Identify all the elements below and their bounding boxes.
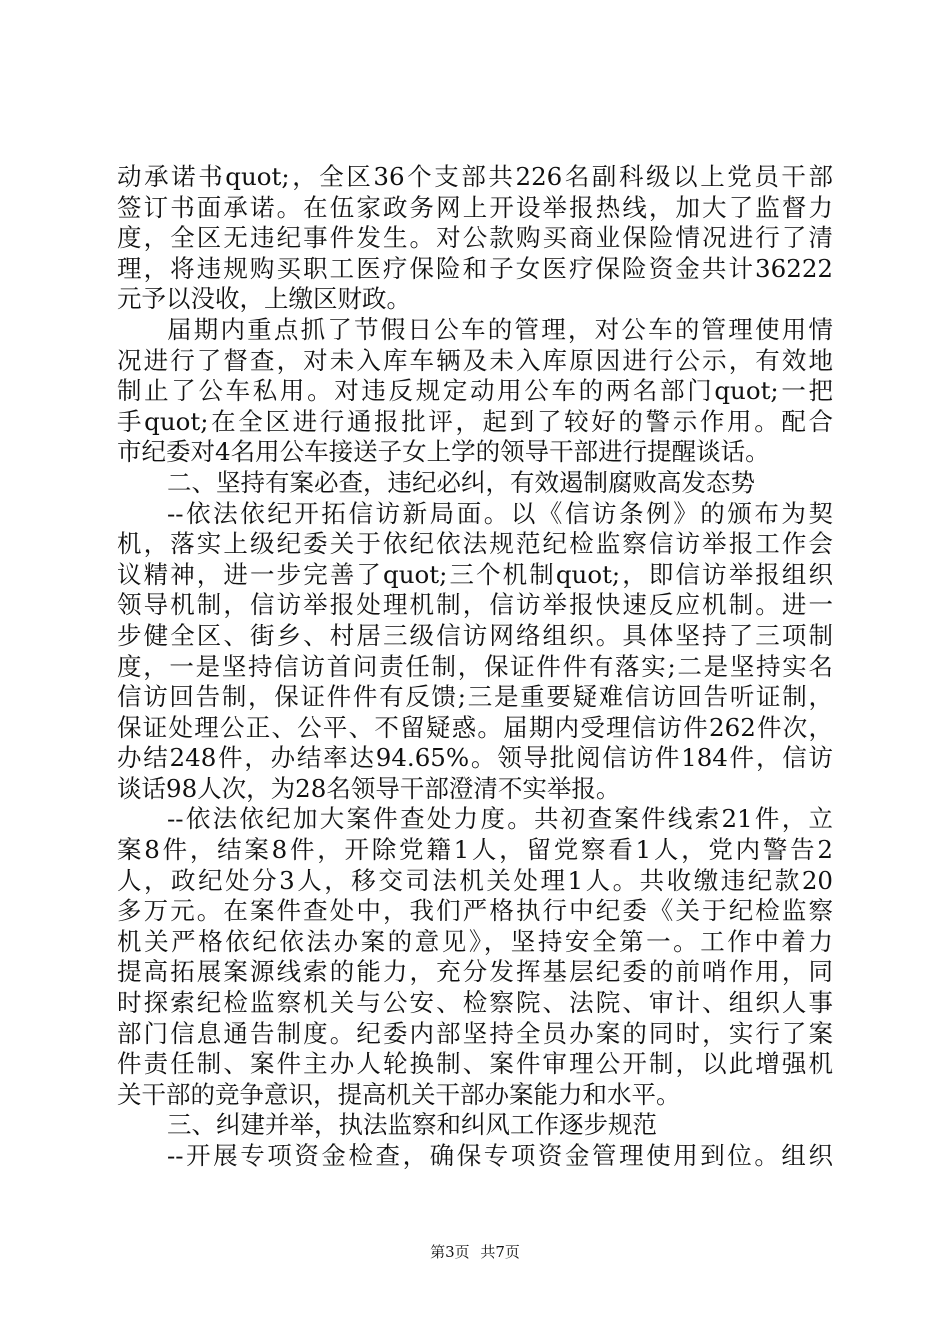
text-line: 保证处理公正、公平、不留疑惑。届期内受理信访件262件次， — [117, 712, 833, 742]
text-line: 动承诺书quot;，全区36个支部共226名副科级以上党员干部 — [117, 162, 833, 191]
text-line: 二、坚持有案必查，违纪必纠，有效遏制腐败高发态势 — [167, 467, 755, 497]
text-line: 机关严格依纪依法办案的意见》，坚持安全第一。工作中着力 — [117, 926, 833, 956]
text-line: 市纪委对4名用公车接送子女上学的领导干部进行提醒谈话。 — [117, 437, 770, 467]
page-footer — [0, 1242, 950, 1262]
text-line: 领导机制，信访举报处理机制，信访举报快速反应机制。进一 — [117, 590, 833, 620]
text-line: 度，一是坚持信访首问责任制，保证件件有落实;二是坚持实名 — [117, 651, 833, 681]
text-line: 关干部的竞争意识，提高机关干部办案能力和水平。 — [117, 1079, 681, 1109]
text-line: --依法依纪加大案件查处力度。共初查案件线索21件，立 — [167, 804, 833, 834]
document-body — [117, 162, 833, 1172]
text-line: 多万元。在案件查处中，我们严格执行中纪委《关于纪检监察 — [117, 896, 833, 926]
text-line: 况进行了督查，对未入库车辆及未入库原因进行公示，有效地 — [117, 345, 833, 375]
text-line: 机，落实上级纪委关于依纪依法规范纪检监察信访举报工作会 — [117, 529, 833, 559]
text-line: --依法依纪开拓信访新局面。以《信访条例》的颁布为契 — [167, 498, 833, 528]
text-line: 案8件，结案8件，开除党籍1人，留党察看1人，党内警告2 — [117, 835, 833, 865]
text-line: 人，政纪处分3人，移交司法机关处理1人。共收缴违纪款20 — [117, 865, 833, 895]
text-line: 元予以没收，上缴区财政。 — [117, 284, 411, 314]
text-line: 手quot;在全区进行通报批评，起到了较好的警示作用。配合 — [117, 406, 833, 436]
text-line: 信访回告制，保证件件有反馈;三是重要疑难信访回告听证制， — [117, 682, 833, 712]
text-line: 理，将违规购买职工医疗保险和子女医疗保险资金共计36222 — [117, 253, 833, 283]
text-line: 时探索纪检监察机关与公安、检察院、法院、审计、组织人事 — [117, 988, 833, 1018]
text-line: 制止了公车私用。对违反规定动用公车的两名部门quot;一把 — [117, 376, 833, 406]
page-number: 第3页 — [430, 1243, 470, 1261]
text-line: 度，全区无违纪事件发生。对公款购买商业保险情况进行了清 — [117, 223, 833, 253]
text-line: 部门信息通告制度。纪委内部坚持全员办案的同时，实行了案 — [117, 1018, 833, 1048]
text-line: 议精神，进一步完善了quot;三个机制quot;，即信访举报组织 — [117, 559, 833, 589]
text-line: 三、纠建并举，执法监察和纠风工作逐步规范 — [167, 1110, 657, 1140]
text-line: 届期内重点抓了节假日公车的管理，对公车的管理使用情 — [167, 314, 833, 344]
text-line: 步健全区、街乡、村居三级信访网络组织。具体坚持了三项制 — [117, 620, 833, 650]
text-line: 提高拓展案源线索的能力，充分发挥基层纪委的前哨作用，同 — [117, 957, 833, 987]
text-line: 办结248件，办结率达94.65%。领导批阅信访件184件，信访 — [117, 743, 833, 773]
text-line: 谈话98人次，为28名领导干部澄清不实举报。 — [117, 773, 621, 803]
text-line: 件责任制、案件主办人轮换制、案件审理公开制，以此增强机 — [117, 1049, 833, 1079]
text-line: --开展专项资金检查，确保专项资金管理使用到位。组织 — [167, 1141, 833, 1170]
page-total: 共7页 — [480, 1243, 520, 1261]
text-line: 签订书面承诺。在伍家政务网上开设举报热线，加大了监督力 — [117, 192, 833, 222]
